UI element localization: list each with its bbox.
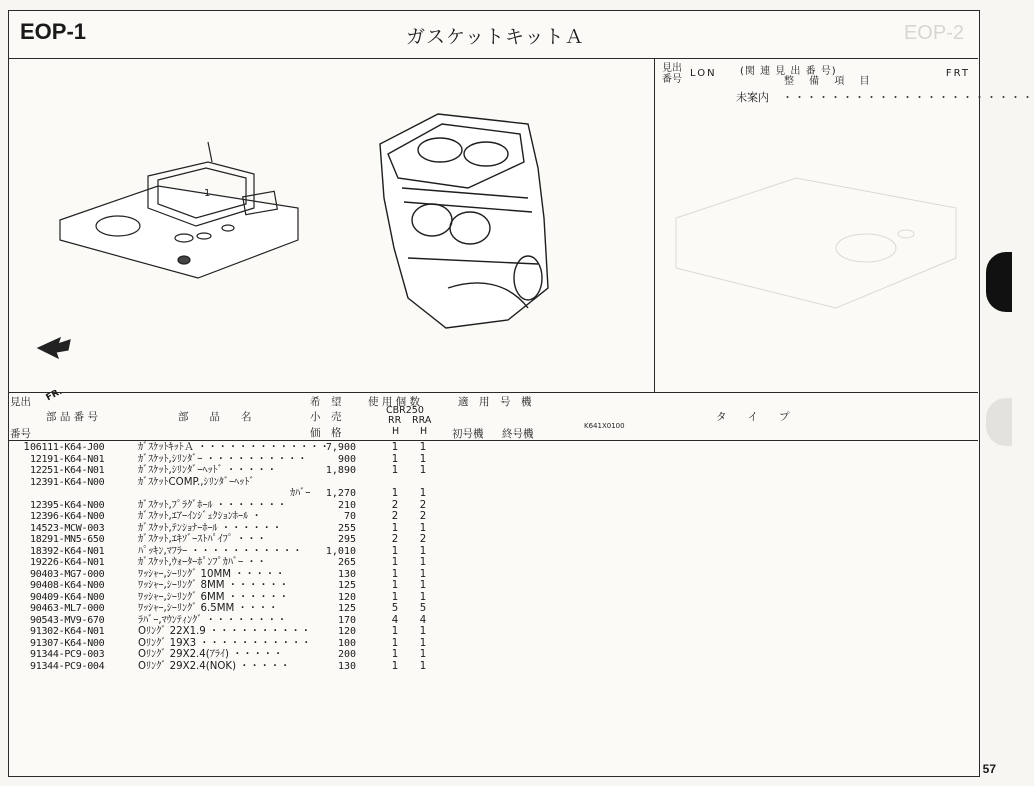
qty-rra: 2 <box>419 511 427 522</box>
qty-rr: 1 <box>391 637 399 649</box>
part-name: Oﾘﾝｸﾞ 22X1.9 ・・・・・・・・・・ <box>138 626 311 637</box>
part-name: ｶﾞｽｹｯﾄ,ｴｷｿﾞｰｽﾄﾊﾟｲﾌﾟ ・・・ <box>138 534 267 545</box>
part-name: Oﾘﾝｸﾞ 19X3 ・・・・・・・・・・・ <box>138 637 312 649</box>
section-tab-marker <box>986 252 1012 312</box>
part-number: 14523-MCW-003 <box>30 522 105 534</box>
page-id: EOP-1 <box>20 19 87 44</box>
part-name: ｶﾞｽｹｯﾄ,ｴｱｰｲﾝｼﾞｪｸｼｮﾝﾎｰﾙ ・ <box>138 511 262 522</box>
ref-related: (関 連 見 出 番 号) <box>740 66 837 77</box>
ghost-drawing <box>656 58 978 392</box>
ref-note: 未案内 <box>736 91 769 104</box>
qty-rr: 1 <box>391 522 399 534</box>
fr-arrow <box>38 338 70 358</box>
col-rra: RRA <box>412 415 432 426</box>
qty-rr: 5 <box>391 603 399 614</box>
qty-rra: 1 <box>419 488 427 499</box>
part-number: 19226-K64-N01 <box>30 557 105 568</box>
part-row <box>8 546 648 558</box>
col-last-unit: 終号機 <box>502 428 534 440</box>
qty-rr: 2 <box>391 499 399 511</box>
part-number: 06111-K64-J00 <box>30 442 105 453</box>
page-header <box>8 10 978 59</box>
callout-number: 1 <box>204 188 211 199</box>
col-part-number: 部 品 番 号 <box>46 411 99 423</box>
part-row <box>8 615 648 627</box>
qty-rr: 1 <box>391 568 399 580</box>
part-price: 70 <box>343 511 356 522</box>
qty-rra: 4 <box>419 614 427 626</box>
qty-rra: 1 <box>419 545 427 557</box>
qty-rra: 1 <box>419 660 427 672</box>
qty-rra: 1 <box>419 580 427 591</box>
part-number: 12251-K64-N01 <box>30 465 105 476</box>
part-row <box>8 523 648 535</box>
part-number: 91302-K64-N01 <box>30 626 105 637</box>
part-number: 90408-K64-N00 <box>30 580 105 591</box>
part-price: 1,270 <box>325 488 356 499</box>
page-number: 57 <box>982 762 996 776</box>
qty-rr: 1 <box>391 649 399 660</box>
ghost-page-id: EOP-2 <box>903 22 964 44</box>
col-h1: H <box>392 426 400 437</box>
qty-rr: 2 <box>391 511 399 522</box>
qty-rr: 1 <box>391 660 399 672</box>
page-title: ガスケットキットＡ <box>406 26 585 48</box>
qty-rr: 1 <box>391 453 399 465</box>
part-name: ｶﾞｽｹｯﾄ,ｼﾘﾝﾀﾞｰ ・・・・・・・・・・ <box>138 453 308 465</box>
part-price: 120 <box>337 626 356 637</box>
qty-rra: 1 <box>419 557 427 568</box>
col-first-unit: 初号機 <box>452 428 484 440</box>
qty-rra: 1 <box>419 465 427 476</box>
ref-label-line2: 番号 <box>662 74 682 85</box>
qty-rr: 1 <box>391 465 399 476</box>
part-name: ﾜｯｼｬｰ,ｼｰﾘﾝｸﾞ 6.5MM ・・・・ <box>138 603 279 614</box>
part-name: ｶﾞｽｹｯﾄCOMP.,ｼﾘﾝﾀﾞｰﾍｯﾄﾞ <box>138 476 255 488</box>
col-applicable: 適 用 号 機 <box>458 396 532 408</box>
part-name: ｶﾞｽｹｯﾄ,ｳｫｰﾀｰﾎﾟﾝﾌﾟｶﾊﾞｰ ・・ <box>138 557 267 568</box>
part-price: 265 <box>337 557 356 568</box>
gasket-kit-drawing <box>8 58 654 392</box>
part-number: 90543-MV9-670 <box>30 614 105 626</box>
reference-box <box>656 58 1034 392</box>
qty-rra: 2 <box>419 534 427 545</box>
part-row <box>8 465 648 477</box>
part-name: ﾊﾟｯｷﾝ,ﾏﾌﾗｰ ・・・・・・・・・・・ <box>138 545 303 557</box>
part-row <box>8 534 648 546</box>
qty-rra: 1 <box>419 453 427 465</box>
kit-sheet <box>60 186 298 278</box>
part-number: 91307-K64-N00 <box>30 637 105 649</box>
part-number: 91344-PC9-004 <box>30 660 105 672</box>
part-number: 18291-MN5-650 <box>30 534 105 545</box>
part-row <box>8 638 648 650</box>
part-number: 90463-ML7-000 <box>30 603 105 614</box>
col-h2: H <box>420 426 428 437</box>
part-row <box>8 454 648 466</box>
part-price: 130 <box>337 660 356 672</box>
part-number: 12391-K64-N00 <box>30 476 105 488</box>
qty-rr: 1 <box>391 545 399 557</box>
part-row <box>8 626 648 638</box>
parts-table-header <box>8 392 978 441</box>
part-row <box>8 477 648 489</box>
col-midashi: 見出 <box>10 396 31 408</box>
part-price: 210 <box>337 499 356 511</box>
part-name: ﾜｯｼｬｰ,ｼｰﾘﾝｸﾞ 6MM ・・・・・・ <box>138 591 289 603</box>
part-price: 200 <box>337 649 356 660</box>
part-name: ｶﾞｽｹｯﾄｷｯﾄＡ ・・・・・・・・・・・・・ <box>138 442 330 453</box>
col-bango: 番号 <box>10 428 31 440</box>
part-price: 100 <box>337 637 356 649</box>
ref-code: LON <box>690 68 717 79</box>
col-part-name: 部 品 名 <box>178 411 252 423</box>
part-row <box>8 592 648 604</box>
parts-list <box>8 442 648 672</box>
part-number: 90403-MG7-000 <box>30 568 105 580</box>
figure-code: K641X0100 <box>584 422 625 430</box>
part-number: 90409-K64-N00 <box>30 591 105 603</box>
part-row <box>8 557 648 569</box>
ref-leader-dots: ・・・・・・・・・・・・・・・・・・・・・ <box>782 91 1034 104</box>
qty-rra: 1 <box>419 649 427 660</box>
part-name: Oﾘﾝｸﾞ 29X2.4(NOK) ・・・・・ <box>138 660 291 672</box>
part-name-continuation: ｶﾊﾞｰ <box>290 488 311 499</box>
washer <box>178 256 190 264</box>
part-row <box>8 569 648 581</box>
part-price: 120 <box>337 591 356 603</box>
section-tab-marker-faint <box>986 398 1012 446</box>
part-number: 12191-K64-N01 <box>30 453 105 465</box>
part-price: 900 <box>337 453 356 465</box>
qty-rr: 1 <box>391 591 399 603</box>
qty-rra: 1 <box>419 637 427 649</box>
ref-frt: FRT <box>945 68 970 79</box>
part-name: ｶﾞｽｹｯﾄ,ｼﾘﾝﾀﾞｰﾍｯﾄﾞ ・・・・・ <box>138 465 277 476</box>
part-price: 125 <box>337 603 356 614</box>
col-model: CBR250 <box>386 405 424 416</box>
part-index: 1 <box>23 442 30 453</box>
part-name: ﾜｯｼｬｰ,ｼｰﾘﾝｸﾞ 10MM ・・・・・ <box>138 568 286 580</box>
col-kakaku: 価 格 <box>310 427 342 439</box>
fr-label: FR. <box>44 386 65 404</box>
callout-line <box>208 142 212 162</box>
qty-rr: 1 <box>391 626 399 637</box>
qty-rra: 2 <box>419 499 427 511</box>
qty-rr: 2 <box>391 534 399 545</box>
qty-rra: 5 <box>419 603 427 614</box>
part-name: Oﾘﾝｸﾞ 29X2.4(ｱﾗｲ) ・・・・・ <box>138 649 284 660</box>
qty-rr: 1 <box>391 442 399 453</box>
part-row <box>8 511 648 523</box>
engine-block <box>380 114 548 328</box>
part-number: 91344-PC9-003 <box>30 649 105 660</box>
part-price: 130 <box>337 568 356 580</box>
part-name: ｶﾞｽｹｯﾄ,ﾃﾝｼｮﾅｰﾎｰﾙ ・・・・・・ <box>138 522 283 534</box>
qty-rra: 1 <box>419 626 427 637</box>
part-price: 255 <box>337 522 356 534</box>
col-usage-count: 使 用 個 数 <box>368 396 421 408</box>
qty-rr: 1 <box>391 557 399 568</box>
ref-item-heading: 整 備 項 目 <box>784 76 876 87</box>
part-number: 12396-K64-N00 <box>30 511 105 522</box>
part-row <box>8 580 648 592</box>
part-row <box>8 603 648 615</box>
part-price: 1,010 <box>325 545 356 557</box>
qty-rr: 1 <box>391 488 399 499</box>
part-price: 170 <box>337 614 356 626</box>
part-row <box>8 500 648 512</box>
part-price: 7,900 <box>325 442 356 453</box>
part-name: ﾜｯｼｬｰ,ｼｰﾘﾝｸﾞ 8MM ・・・・・・ <box>138 580 289 591</box>
part-price: 125 <box>337 580 356 591</box>
part-price: 1,890 <box>325 465 356 476</box>
part-number: 12395-K64-N00 <box>30 499 105 511</box>
qty-rr: 4 <box>391 614 399 626</box>
part-name: ｶﾞｽｹｯﾄ,ﾌﾟﾗｸﾞﾎｰﾙ ・・・・・・・ <box>138 499 288 511</box>
qty-rra: 1 <box>419 522 427 534</box>
part-name: ﾗﾊﾞｰ,ﾏｳﾝﾃｨﾝｸﾞ ・・・・・・・・ <box>138 614 288 626</box>
qty-rra: 1 <box>419 591 427 603</box>
col-kibou: 希 望 <box>310 396 342 408</box>
col-type: タ イ プ <box>716 411 790 423</box>
qty-rra: 1 <box>419 442 427 453</box>
part-row <box>8 442 648 454</box>
qty-rra: 1 <box>419 568 427 580</box>
qty-rr: 1 <box>391 580 399 591</box>
ref-label-line1: 見出 <box>662 63 682 74</box>
col-rr: RR <box>388 415 402 426</box>
col-kouri: 小 売 <box>310 411 342 423</box>
part-number: 18392-K64-N01 <box>30 545 105 557</box>
part-row <box>8 488 648 500</box>
part-row <box>8 649 648 661</box>
part-row <box>8 661 648 673</box>
part-price: 295 <box>337 534 356 545</box>
